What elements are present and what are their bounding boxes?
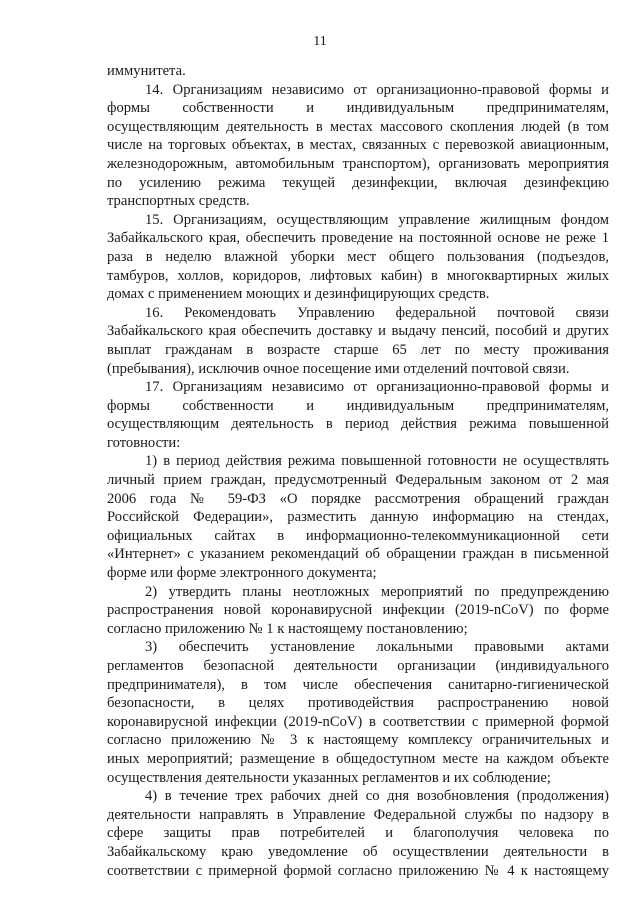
text-line: иных мероприятий; размещение в общедоступном месте на каждом объекте [107, 750, 609, 767]
text-line: иммунитета. [107, 63, 186, 79]
text-line: официальных сайтах в информационно-телекоммуникационной сети [107, 527, 609, 544]
text-line: соответствии с примерной формой согласно приложению № 4 к настоящему [107, 862, 609, 879]
text-line: транспортных средств. [107, 193, 250, 210]
text-line: регламентов безопасной деятельности организации (индивидуального [107, 658, 609, 674]
text-line: деятельности направлять в Управление Федеральной службы по надзору в [107, 806, 609, 823]
text-line: 1) в период действия режима повышенной готовности не осуществлять [145, 453, 609, 470]
text-line: 4) в течение трех рабочих дней со дня возобновления (продолжения) [145, 788, 609, 805]
text-line: безопасности, в целях противодействия распространению новой [107, 695, 609, 712]
text-line: железнодорожным, автомобильным транспортом), организовать мероприятия [107, 155, 609, 172]
text-line: числе на торговых объектах, в местах, связанных с перевозкой авиационным, [107, 137, 609, 154]
text-line: осуществления деятельности указанных регламентов и их соблюдение; [107, 769, 551, 786]
text-line: Забайкальскому краю уведомление об осуществлении деятельности в [107, 843, 609, 860]
text-line: Забайкальского края обеспечить доставку и выдачу пенсий, пособий и других [107, 323, 609, 340]
text-line: личный прием граждан, предусмотренный Федеральным законом от 2 мая [107, 472, 609, 489]
text-line: коронавирусной инфекции (2019-nCoV) в соответствии с примерной формой [107, 713, 609, 730]
text-line: «Интернет» с указанием рекомендаций об обращении граждан в письменной [107, 546, 609, 563]
text-line: 2) утвердить планы неотложных мероприятий по предупреждению [145, 583, 609, 600]
text-line: осуществляющим деятельность в местах массового скопления людей (в том [107, 118, 609, 135]
document-body [107, 62, 609, 880]
text-line: 17. Организациям независимо от организационно-правовой формы и [145, 379, 609, 396]
text-line: выплат гражданам в возрасте старше 65 лет по месту проживания [107, 341, 609, 358]
text-line: 2006 года № 59-ФЗ «О порядке рассмотрения обращений граждан [107, 490, 609, 507]
text-line: формы собственности и индивидуальным предпринимателям, [107, 397, 609, 414]
text-line: предпринимателя), в том числе обеспечения санитарно-гигиенической [107, 676, 609, 693]
text-line: домах с применением моющих и дезинфицирующих средств. [107, 286, 490, 303]
text-line: 16. Рекомендовать Управлению федеральной почтовой связи [145, 304, 609, 321]
text-line: по усилению режима текущей дезинфекции, включая дезинфекцию [107, 174, 609, 191]
text-line: Российской Федерации», разместить данную информацию на стендах, [107, 509, 609, 526]
text-line: Забайкальского края, обеспечить проведение на постоянной основе не реже 1 [107, 230, 609, 247]
text-line: 3) обеспечить установление локальными правовыми актами [145, 639, 609, 656]
text-line: осуществляющим деятельность в период действия режима повышенной [107, 416, 609, 433]
text-line: готовности: [107, 434, 181, 451]
text-line: 14. Организациям независимо от организационно-правовой формы и [145, 81, 609, 98]
text-line: согласно приложению № 3 к настоящему комплексу ограничительных и [107, 732, 609, 749]
text-line: распространения новой коронавирусной инфекции (2019-nCoV) по форме [107, 602, 609, 619]
text-line: формы собственности и индивидуальным предпринимателям, [107, 100, 609, 117]
text-line: (пребывания), исключив очное посещение ими отделений почтовой связи. [107, 360, 570, 377]
text-line: 15. Организациям, осуществляющим управление жилищным фондом [145, 211, 609, 228]
text-line: раза в неделю влажной уборки мест общего пользования (подъездов, [107, 248, 609, 265]
page-number: 11 [313, 34, 327, 49]
text-line: форме или форме электронного документа; [107, 565, 377, 582]
text-line: сфере защиты прав потребителей и благополучия человека по [107, 825, 609, 842]
text-line: тамбуров, холлов, коридоров, лифтовых кабин) в многоквартирных жилых [107, 267, 609, 284]
text-line: согласно приложению № 1 к настоящему постановлению; [107, 620, 468, 637]
